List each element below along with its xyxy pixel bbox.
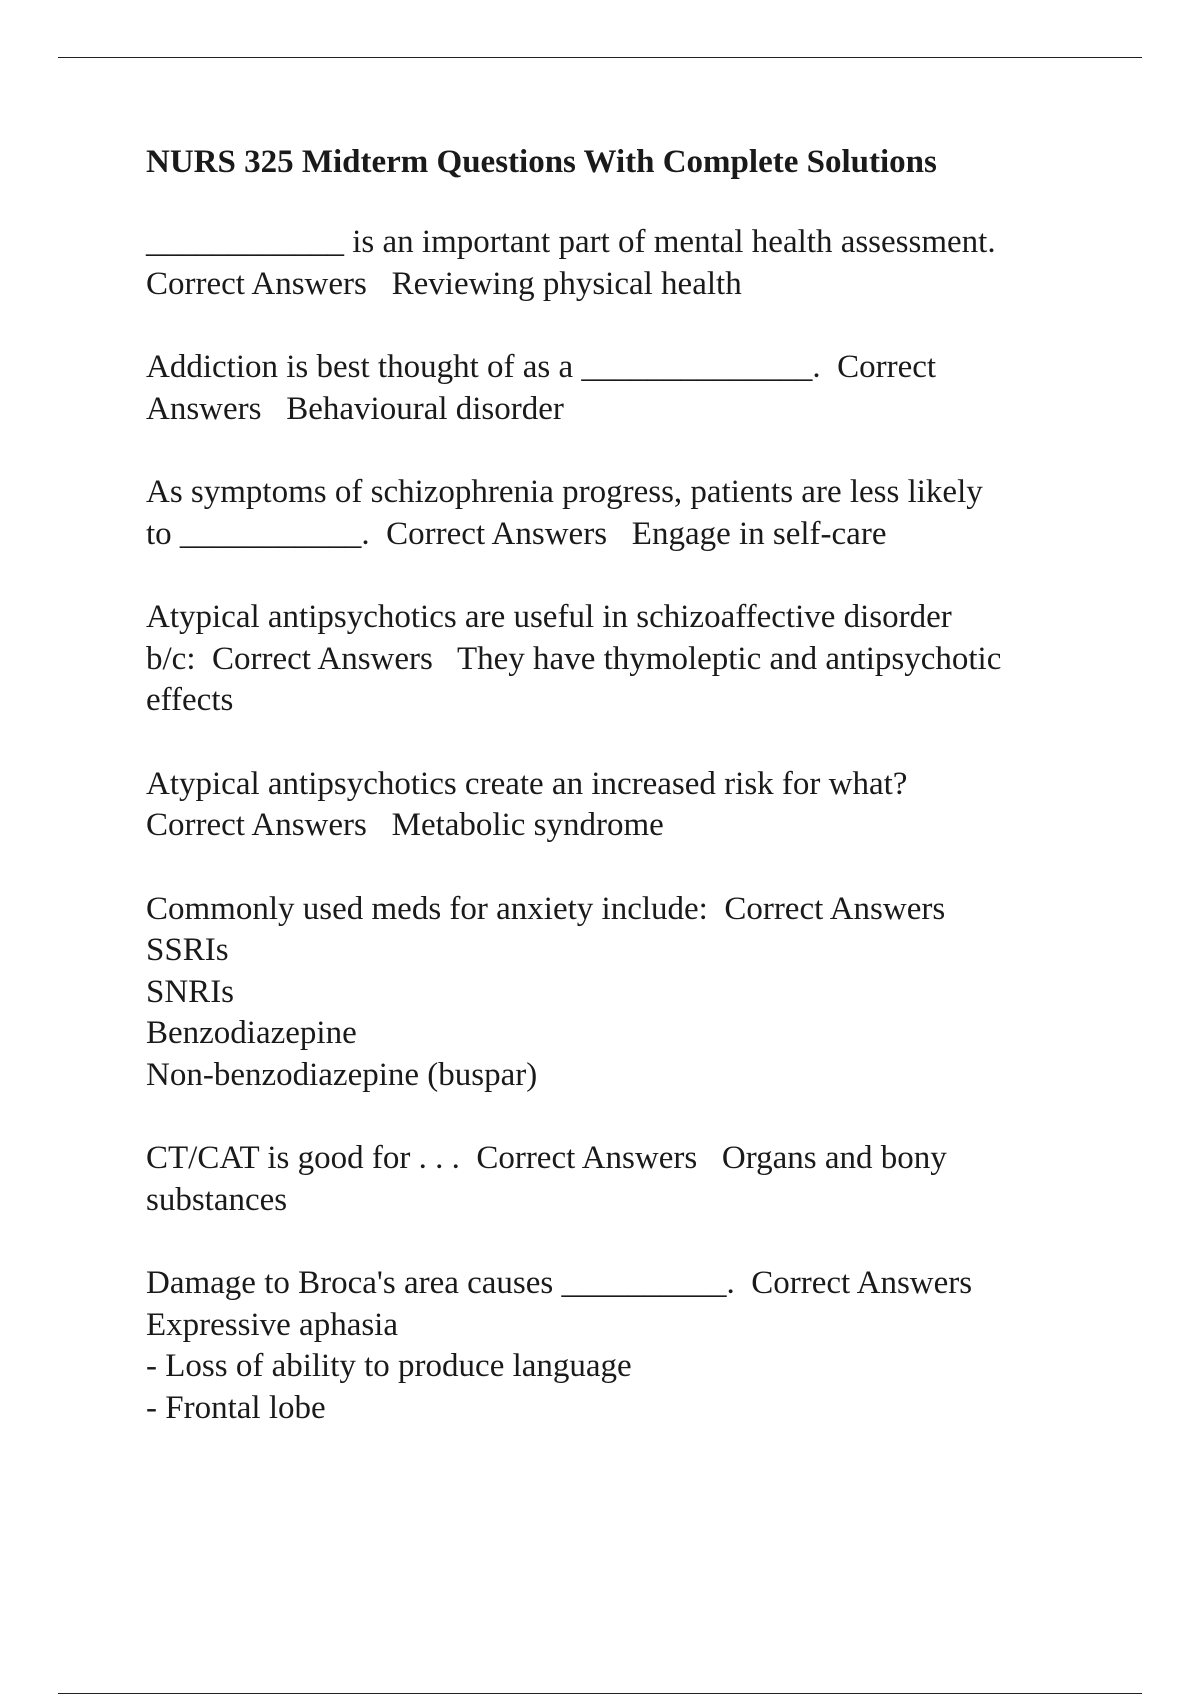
qa-item-4 — [146, 597, 1106, 722]
qa-line: Answers Behavioural disorder — [146, 390, 564, 427]
qa-item-2 — [146, 347, 1106, 430]
qa-item-7 — [146, 1138, 1106, 1221]
qa-line: Commonly used meds for anxiety include: Correct Answers — [146, 890, 946, 927]
qa-item-8 — [146, 1263, 1106, 1429]
qa-line: Correct Answers Reviewing physical health — [146, 265, 742, 302]
qa-line: SSRIs — [146, 932, 229, 968]
qa-line: SNRIs — [146, 973, 235, 1010]
qa-item-6 — [146, 889, 1106, 1097]
qa-line: CT/CAT is good for . . . Correct Answers Organs and bony — [146, 1140, 947, 1176]
qa-line: - Loss of ability to produce language — [146, 1348, 632, 1384]
top-divider — [58, 57, 1142, 58]
qa-line: Benzodiazepine — [146, 1015, 357, 1051]
document-title: NURS 325 Midterm Questions With Complete Solutions — [146, 144, 937, 180]
qa-item-1 — [146, 222, 1106, 305]
document-body — [146, 142, 1106, 1471]
qa-line: Expressive aphasia — [146, 1306, 398, 1343]
qa-line: Atypical antipsychotics are useful in schizoaffective disorder — [146, 599, 952, 635]
qa-line: - Frontal lobe — [146, 1389, 326, 1426]
qa-line: Correct Answers Metabolic syndrome — [146, 807, 664, 843]
qa-line: ____________ is an important part of mental health assessment. — [146, 224, 996, 260]
qa-line: Damage to Broca's area causes __________. Correct Answers — [146, 1265, 973, 1301]
qa-line: to ___________. Correct Answers Engage in self-care — [146, 515, 887, 552]
qa-item-3 — [146, 472, 1106, 555]
qa-line: Non-benzodiazepine (buspar) — [146, 1056, 538, 1093]
qa-line: effects — [146, 682, 234, 718]
bottom-divider — [58, 1693, 1142, 1694]
qa-line: Addiction is best thought of as a ______________. Correct — [146, 349, 937, 385]
qa-line: Atypical antipsychotics create an increased risk for what? — [146, 765, 908, 802]
qa-line: As symptoms of schizophrenia progress, patients are less likely — [146, 474, 983, 510]
qa-item-5 — [146, 764, 1106, 847]
qa-line: b/c: Correct Answers They have thymoleptic and antipsychotic — [146, 640, 1002, 677]
qa-line: substances — [146, 1181, 288, 1218]
